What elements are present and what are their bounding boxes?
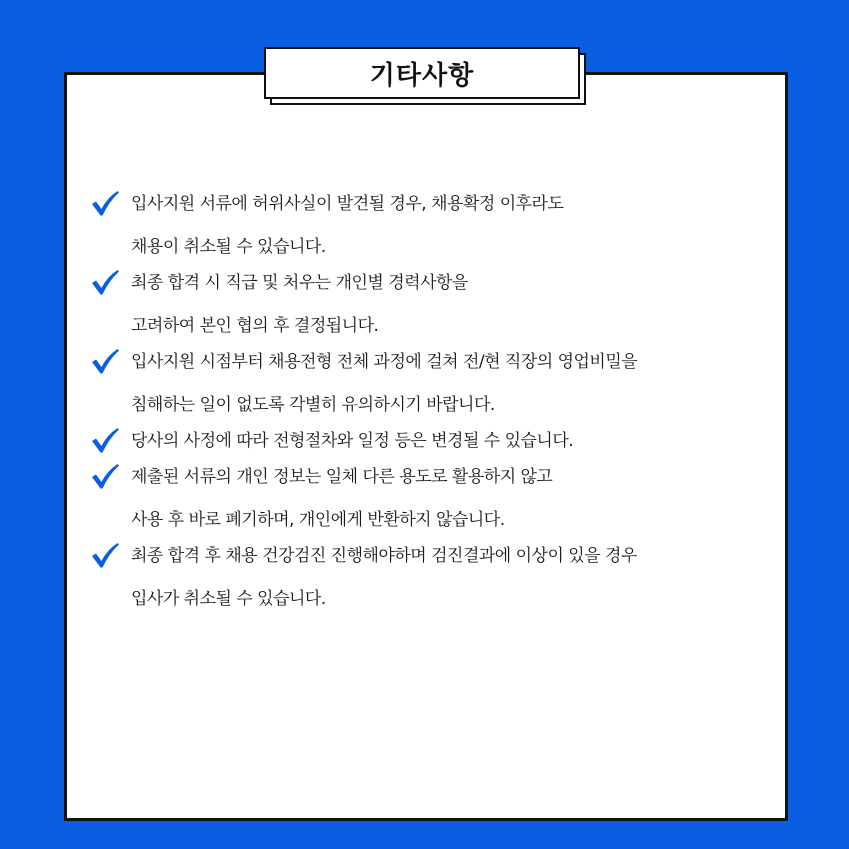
item-text-line: 입사지원 서류에 허위사실이 발견될 경우, 채용확정 이후라도 xyxy=(131,194,564,214)
list-item xyxy=(90,423,760,459)
checkmark-icon xyxy=(90,462,120,490)
list-item xyxy=(90,538,760,617)
item-text-line: 입사지원 시점부터 채용전형 전체 과정에 걸쳐 전/현 직장의 영업비밀을 xyxy=(131,352,638,372)
item-text-line: 사용 후 바로 폐기하며, 개인에게 반환하지 않습니다. xyxy=(131,510,505,530)
checkmark-icon xyxy=(90,268,120,296)
item-text-line: 고려하여 본인 협의 후 결정됩니다. xyxy=(131,316,379,336)
notice-list xyxy=(90,186,760,617)
checkmark-icon xyxy=(90,426,120,454)
list-item xyxy=(90,344,760,423)
item-text-line: 침해하는 일이 없도록 각별히 유의하시기 바랍니다. xyxy=(131,395,495,415)
list-item xyxy=(90,186,760,265)
item-text-line: 채용이 취소될 수 있습니다. xyxy=(131,237,326,257)
item-text-line: 최종 합격 시 직급 및 처우는 개인별 경력사항을 xyxy=(131,273,468,293)
item-text-line: 당사의 사정에 따라 전형절차와 일정 등은 변경될 수 있습니다. xyxy=(131,431,574,451)
list-item xyxy=(90,459,760,538)
item-text-line: 최종 합격 후 채용 건강검진 진행해야하며 검진결과에 이상이 있을 경우 xyxy=(131,546,637,566)
page-title: 기타사항 xyxy=(369,60,475,91)
checkmark-icon xyxy=(90,189,120,217)
list-item xyxy=(90,265,760,344)
checkmark-icon xyxy=(90,347,120,375)
checkmark-icon xyxy=(90,541,120,569)
title-box xyxy=(264,47,580,99)
item-text-line: 제출된 서류의 개인 정보는 일체 다른 용도로 활용하지 않고 xyxy=(131,467,553,487)
item-text-line: 입사가 취소될 수 있습니다. xyxy=(131,589,326,609)
